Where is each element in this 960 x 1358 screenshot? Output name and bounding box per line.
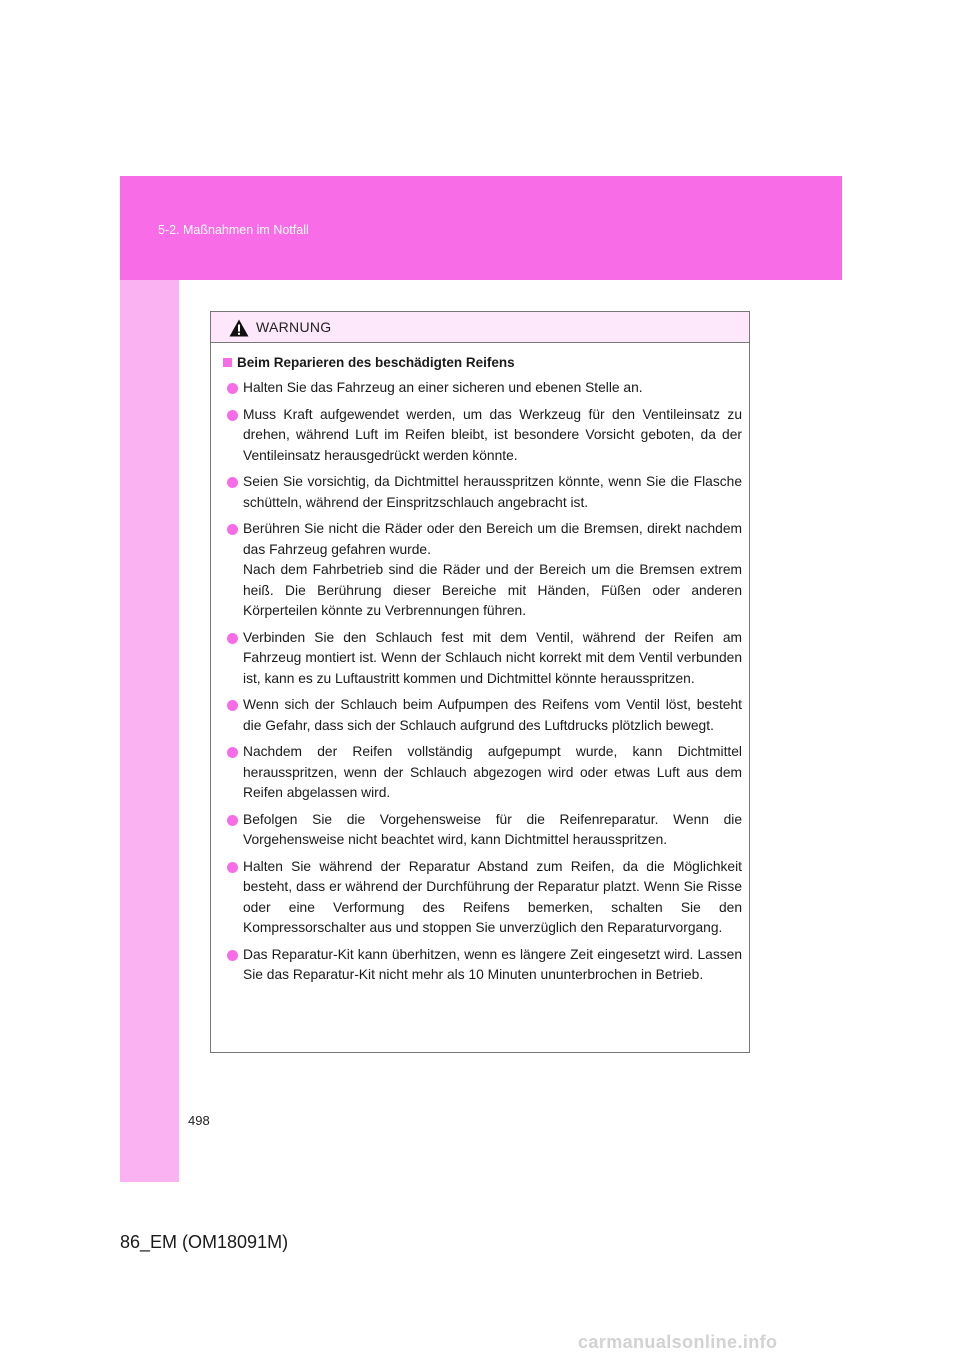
- warning-bullet-item: [223, 628, 742, 690]
- warning-bullet-item: [223, 378, 742, 399]
- warning-bullet-item: [223, 742, 742, 804]
- warning-bullet-item: [223, 857, 742, 939]
- warning-bullet-text: Wenn sich der Schlauch beim Aufpumpen des Reifens vom Ventil löst, besteht die Gefahr, dass sich der Schlauch aufgrund des Luftdrucks plötzlich bewegt.: [243, 697, 742, 733]
- bullet-dot-icon: [227, 524, 238, 535]
- bullet-dot-icon: [227, 477, 238, 488]
- warning-bullet-list: [223, 378, 742, 986]
- warning-bullet-item: [223, 945, 742, 986]
- bullet-dot-icon: [227, 700, 238, 711]
- chapter-header-band: [120, 176, 842, 280]
- page-number: 498: [188, 1113, 210, 1128]
- warning-bullet-item: [223, 405, 742, 467]
- bullet-dot-icon: [227, 862, 238, 873]
- warning-bullet-text: Befolgen Sie die Vorgehensweise für die Reifenreparatur. Wenn die Vorgehensweise nicht beachtet wird, kann Dichtmittel herausspritzen.: [243, 811, 742, 847]
- warning-bullet-text: Muss Kraft aufgewendet werden, um das Werkzeug für den Ventileinsatz zu drehen, während Luft im Reifen bleibt, ist besondere Vorsicht geboten, da der Ventileinsatz herausgedrückt werden könnte.: [243, 406, 742, 463]
- bullet-dot-icon: [227, 383, 238, 394]
- warning-triangle-icon: [229, 319, 249, 337]
- warning-bullet-item: [223, 519, 742, 622]
- bullet-dot-icon: [227, 410, 238, 421]
- bullet-dot-icon: [227, 815, 238, 826]
- footer-document-code: 86_EM (OM18091M): [120, 1232, 289, 1252]
- warning-bullet-text: Nach dem Fahrbetrieb sind die Räder und der Bereich um die Bremsen extrem heiß. Die Berührung dieser Bereiche mit Händen, Füßen oder anderen Körperteilen könnte zu Verbrennungen führen.: [243, 562, 742, 618]
- warning-bullet-text: Halten Sie das Fahrzeug an einer sicheren und ebenen Stelle an.: [243, 380, 643, 395]
- warning-bullet-item: [223, 695, 742, 736]
- chapter-side-strip: [120, 280, 179, 1182]
- warning-bullet-text: Verbinden Sie den Schlauch fest mit dem Ventil, während der Reifen am Fahrzeug montiert ist. Wenn der Schlauch nicht korrekt mit dem Ventil verbunden ist, kann es zu Luftaustritt kommen und Dichtmittel könnte herausspritzen.: [243, 629, 742, 686]
- bullet-dot-icon: [227, 950, 238, 961]
- bullet-dot-icon: [227, 633, 238, 644]
- warning-box: [210, 311, 750, 1053]
- warning-section-heading: [223, 353, 742, 372]
- warning-bullet-text: Halten Sie während der Reparatur Abstand zum Reifen, da die Möglichkeit besteht, dass er während der Durchführung der Reparatur platzt. Wenn Sie Risse oder eine Verformung des Reifens bemerken, schalten Sie den Kompressorschalter aus und stoppen Sie unverzüglich den Reparaturvorgang.: [243, 858, 742, 935]
- warning-body: [211, 343, 749, 986]
- warning-header: [211, 312, 749, 343]
- warning-title: WARNUNG: [256, 319, 332, 335]
- warning-bullet-text: Das Reparatur-Kit kann überhitzen, wenn es längere Zeit eingesetzt wird. Lassen Sie das Reparatur-Kit nicht mehr als 10 Minuten ununterbrochen in Betrieb.: [243, 946, 742, 982]
- warning-bullet-text: Berühren Sie nicht die Räder oder den Bereich um die Bremsen, direkt nachdem das Fahrzeug gefahren wurde.: [243, 521, 742, 557]
- warning-bullet-item: [223, 472, 742, 513]
- bullet-dot-icon: [227, 747, 238, 758]
- section-breadcrumb: 5-2. Maßnahmen im Notfall: [158, 223, 309, 237]
- warning-bullet-text: Nachdem der Reifen vollständig aufgepumpt wurde, kann Dichtmittel herausspritzen, wenn der Schlauch abgezogen wird oder etwas Luft aus dem Reifen abgelassen wird.: [243, 744, 742, 800]
- square-marker-icon: [223, 358, 232, 367]
- warning-bullet-text: Seien Sie vorsichtig, da Dichtmittel herausspritzen könnte, wenn Sie die Flasche schütteln, während der Einspritzschlauch angebracht ist.: [243, 474, 742, 510]
- watermark: carmanualsonline.info: [578, 1332, 778, 1352]
- warning-bullet-item: [223, 810, 742, 851]
- warning-section-heading-text: Beim Reparieren des beschädigten Reifens: [237, 355, 515, 370]
